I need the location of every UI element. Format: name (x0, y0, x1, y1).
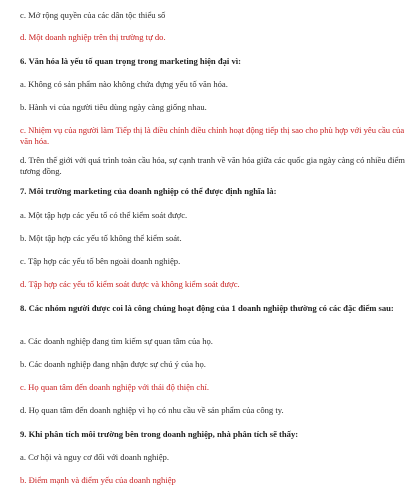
answer-b-q9: b. Điểm mạnh và điểm yếu của doanh nghiệp (20, 475, 176, 485)
question-6: 6. Văn hóa là yếu tố quan trọng trong marketing hiện đại vì: (20, 56, 241, 66)
option-c-q5: c. Mở rộng quyền của các dân tộc thiểu số (20, 10, 166, 20)
option-c-q7: c. Tập hợp các yếu tố bên ngoài doanh nghiệp. (20, 256, 181, 266)
option-a-q7: a. Một tập hợp các yếu tố có thể kiểm soát được. (20, 210, 188, 220)
option-a-q9: a. Cơ hội và nguy cơ đối với doanh nghiệp. (20, 452, 169, 462)
answer-c-q8: c. Họ quan tâm đến doanh nghiệp với thái độ thiện chí. (20, 382, 210, 392)
option-b-q8: b. Các doanh nghiệp đang nhận được sự chú ý của họ. (20, 359, 206, 369)
option-a-q8: a. Các doanh nghiệp đang tìm kiếm sự quan tâm của họ. (20, 336, 213, 346)
question-8: 8. Các nhóm người được coi là công chúng hoạt động của 1 doanh nghiệp thường có các đặc điểm sau: (20, 303, 394, 313)
option-d-q6: d. Trên thế giới với quá trình toàn cầu hóa, sự cạnh tranh về văn hóa giữa các quốc gia ngày càng có nhiều điểm tương đồng. (20, 155, 405, 176)
option-b-q7: b. Một tập hợp các yếu tố không thể kiểm soát. (20, 233, 182, 243)
option-d-q8: d. Họ quan tâm đến doanh nghiệp vì họ có nhu cầu về sản phẩm của công ty. (20, 405, 284, 415)
question-7: 7. Môi trường marketing của doanh nghiệp có thể được định nghĩa là: (20, 186, 277, 196)
answer-d-q7: d. Tập hợp các yếu tố kiểm soát được và không kiểm soát được. (20, 279, 240, 289)
option-b-q6: b. Hành vi của người tiêu dùng ngày càng giống nhau. (20, 102, 207, 112)
answer-c-q6: c. Nhiệm vụ của người làm Tiếp thị là điều chỉnh điều chỉnh hoạt động tiếp thị sao cho phù hợp với yêu cầu của văn hóa. (20, 125, 405, 146)
option-a-q6: a. Không có sản phẩm nào không chứa đựng yếu tố văn hóa. (20, 79, 228, 89)
answer-d-q5: d. Một doanh nghiệp trên thị trường tự do. (20, 32, 166, 42)
question-9: 9. Khi phân tích môi trường bên trong doanh nghiệp, nhà phân tích sẽ thấy: (20, 429, 299, 439)
